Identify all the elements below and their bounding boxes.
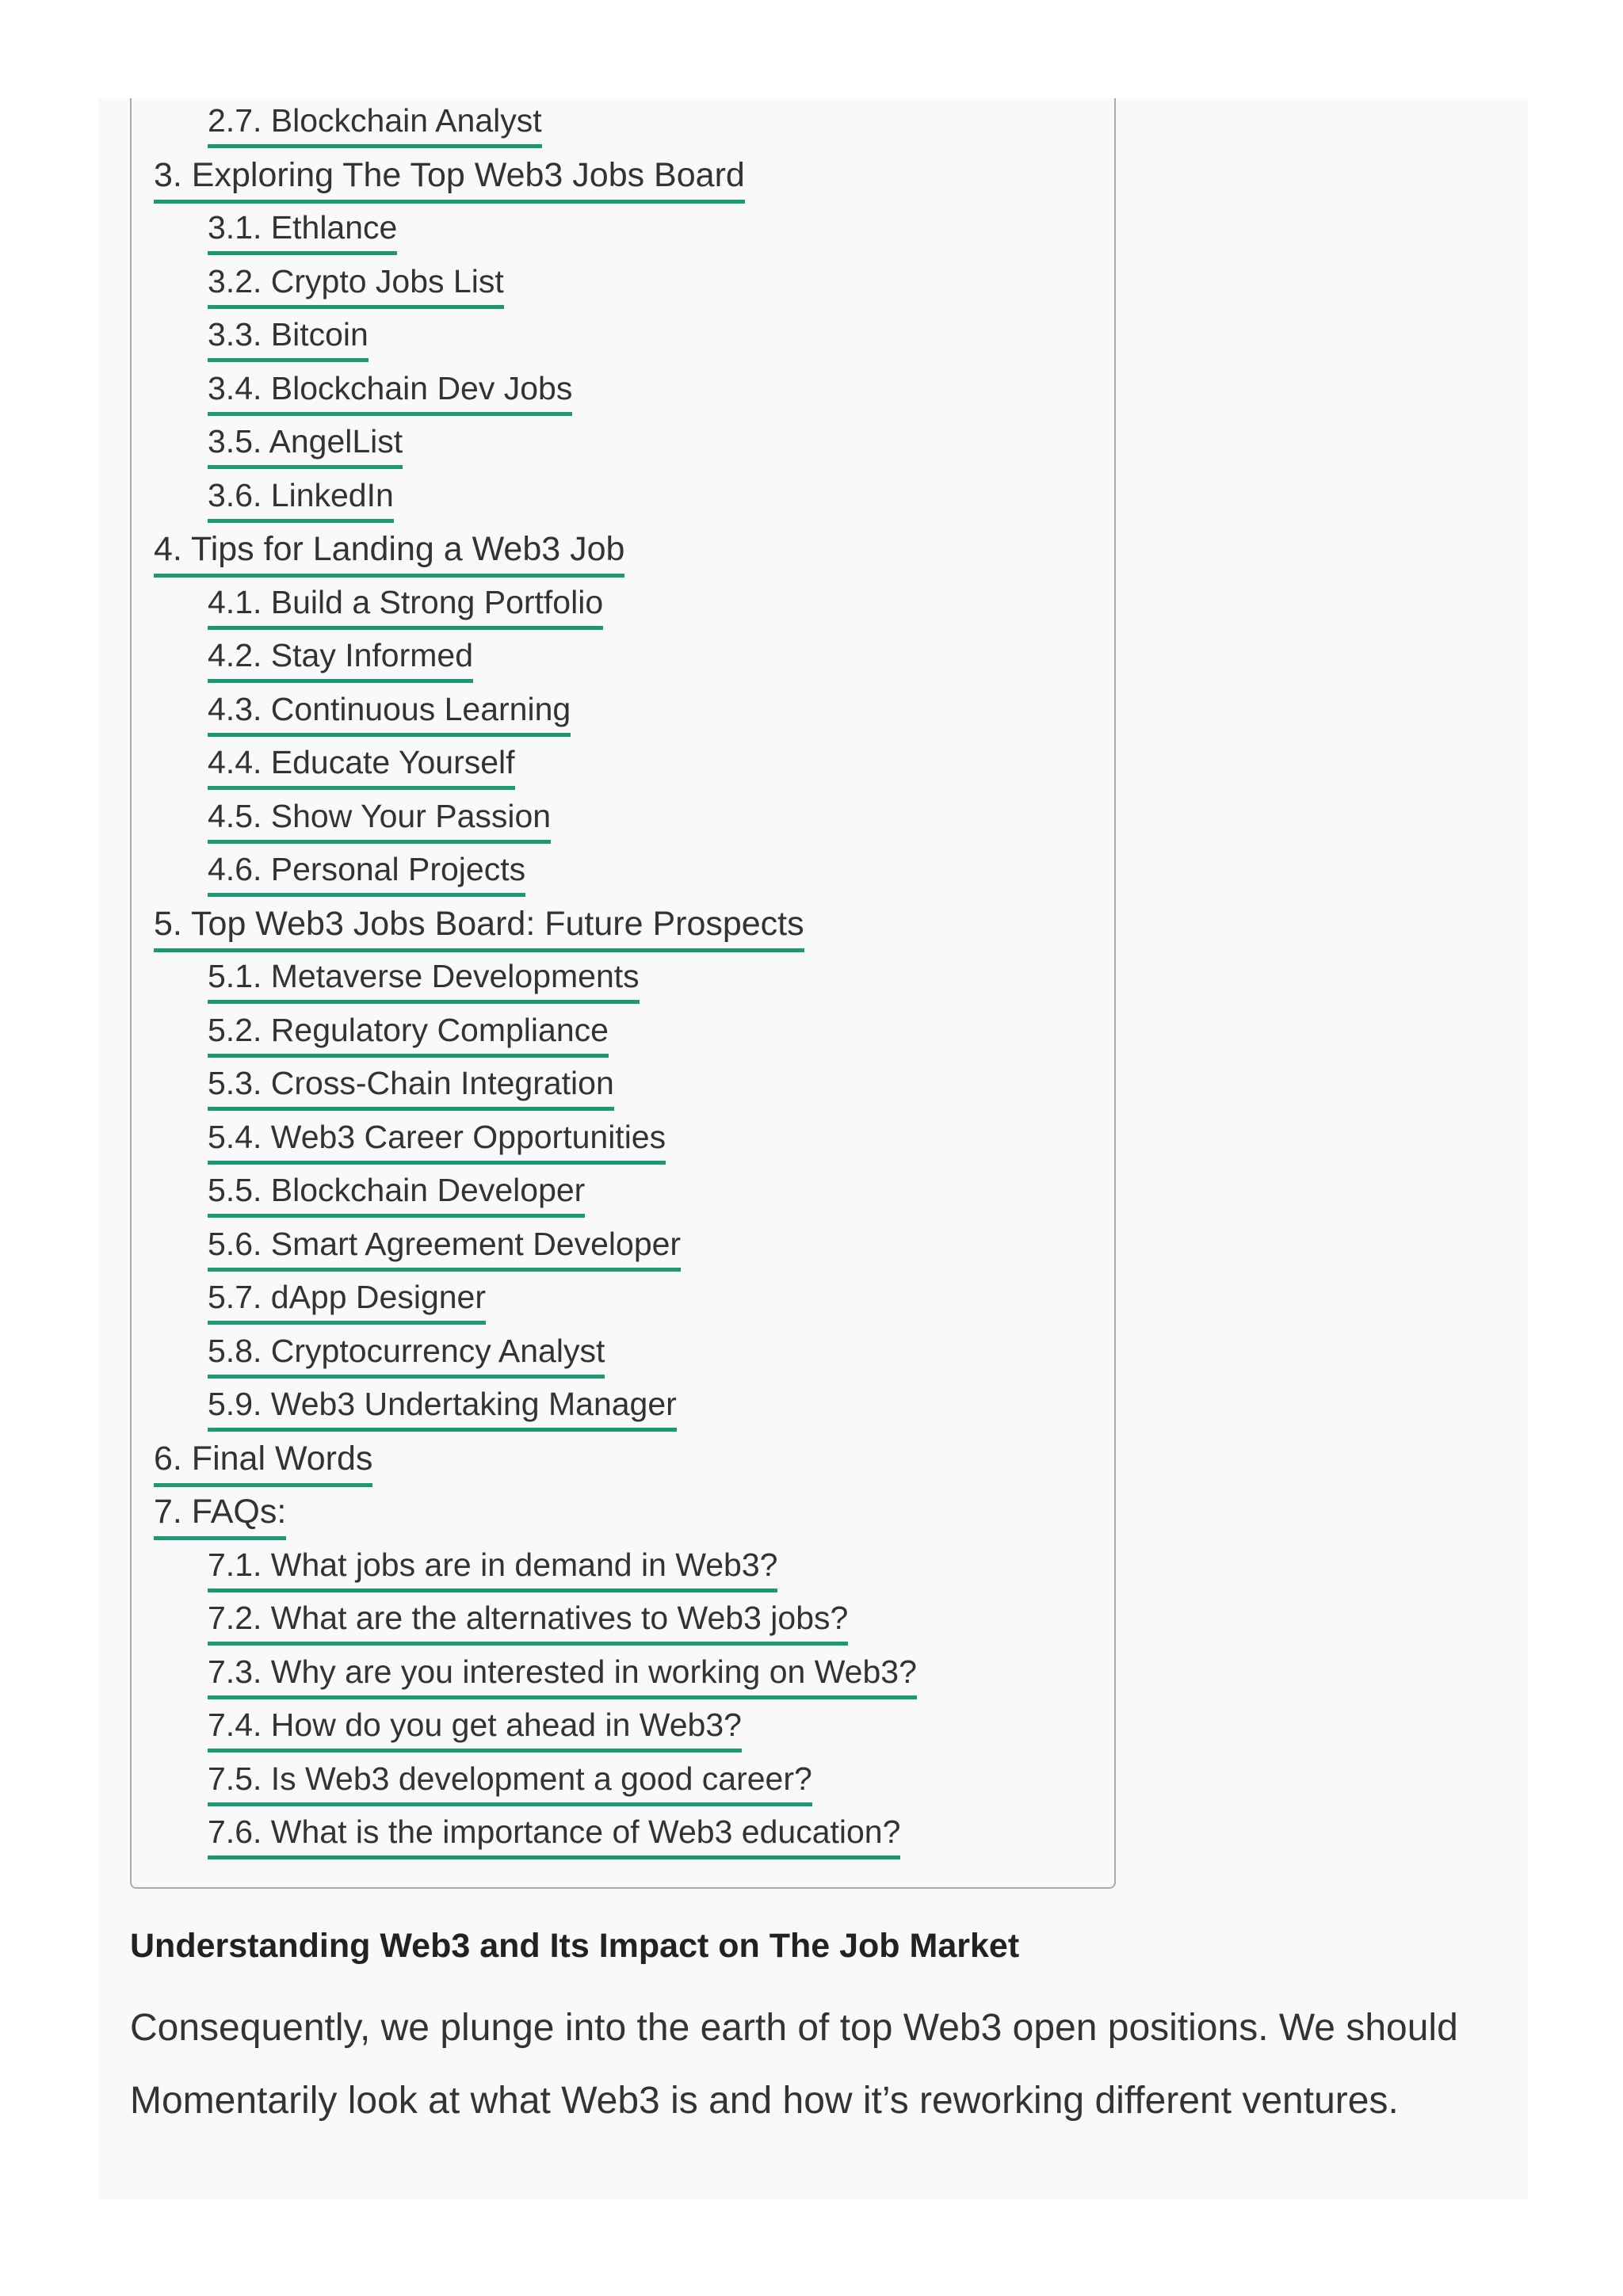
toc-subsection-link[interactable]: 5.4. Web3 Career Opportunities <box>208 1121 666 1165</box>
toc-subsection-link[interactable]: 3.4. Blockchain Dev Jobs <box>208 372 572 416</box>
toc-subsection-link[interactable]: 7.1. What jobs are in demand in Web3? <box>208 1549 777 1592</box>
toc-subsection-link[interactable]: 4.2. Stay Informed <box>208 639 473 683</box>
body-paragraph: Consequently, we plunge into the earth of top Web3 open positions. We should Momentarily look at what Web3 is and how it’s reworking different ventures. <box>130 2007 1458 2122</box>
section-heading: Understanding Web3 and Its Impact on The Job Market <box>130 1927 1020 1965</box>
toc-section-link[interactable]: 3. Exploring The Top Web3 Jobs Board <box>154 158 745 204</box>
toc-subsection-link[interactable]: 4.6. Personal Projects <box>208 853 525 897</box>
toc-subsection-link[interactable]: 5.6. Smart Agreement Developer <box>208 1228 681 1272</box>
toc-subsection-link[interactable]: 4.5. Show Your Passion <box>208 800 551 844</box>
table-of-contents <box>130 98 1116 1889</box>
toc-subsection-link[interactable]: 7.5. Is Web3 development a good career? <box>208 1763 812 1806</box>
toc-subsection-link[interactable]: 5.3. Cross-Chain Integration <box>208 1067 614 1111</box>
toc-subsection-link[interactable]: 3.1. Ethlance <box>208 212 397 255</box>
toc-subsection-link[interactable]: 2.7. Blockchain Analyst <box>208 105 542 148</box>
toc-subsection-link[interactable]: 5.2. Regulatory Compliance <box>208 1014 609 1058</box>
toc-section-link[interactable]: 7. FAQs: <box>154 1495 286 1540</box>
toc-subsection-link[interactable]: 3.3. Bitcoin <box>208 318 369 362</box>
toc-subsection-link[interactable]: 7.6. What is the importance of Web3 education? <box>208 1816 900 1859</box>
toc-subsection-link[interactable]: 5.7. dApp Designer <box>208 1281 486 1325</box>
toc-subsection-link[interactable]: 4.4. Educate Yourself <box>208 746 515 790</box>
toc-subsection-link[interactable]: 4.1. Build a Strong Portfolio <box>208 586 603 630</box>
toc-subsection-link[interactable]: 3.2. Crypto Jobs List <box>208 265 504 309</box>
toc-subsection-link[interactable]: 5.5. Blockchain Developer <box>208 1174 585 1218</box>
toc-subsection-link[interactable]: 7.2. What are the alternatives to Web3 jobs? <box>208 1602 848 1646</box>
toc-subsection-link[interactable]: 7.3. Why are you interested in working on Web3? <box>208 1656 917 1699</box>
toc-subsection-link[interactable]: 4.3. Continuous Learning <box>208 693 571 737</box>
article-page <box>98 98 1528 2199</box>
toc-subsection-link[interactable]: 3.5. AngelList <box>208 425 403 469</box>
toc-subsection-link[interactable]: 7.4. How do you get ahead in Web3? <box>208 1709 742 1753</box>
toc-subsection-link[interactable]: 5.9. Web3 Undertaking Manager <box>208 1388 677 1432</box>
toc-section-link[interactable]: 4. Tips for Landing a Web3 Job <box>154 532 624 578</box>
toc-subsection-link[interactable]: 5.8. Cryptocurrency Analyst <box>208 1335 605 1379</box>
toc-section-link[interactable]: 5. Top Web3 Jobs Board: Future Prospects <box>154 907 804 952</box>
toc-section-link[interactable]: 6. Final Words <box>154 1442 372 1487</box>
toc-subsection-link[interactable]: 3.6. LinkedIn <box>208 479 394 523</box>
toc-subsection-link[interactable]: 5.1. Metaverse Developments <box>208 960 640 1004</box>
